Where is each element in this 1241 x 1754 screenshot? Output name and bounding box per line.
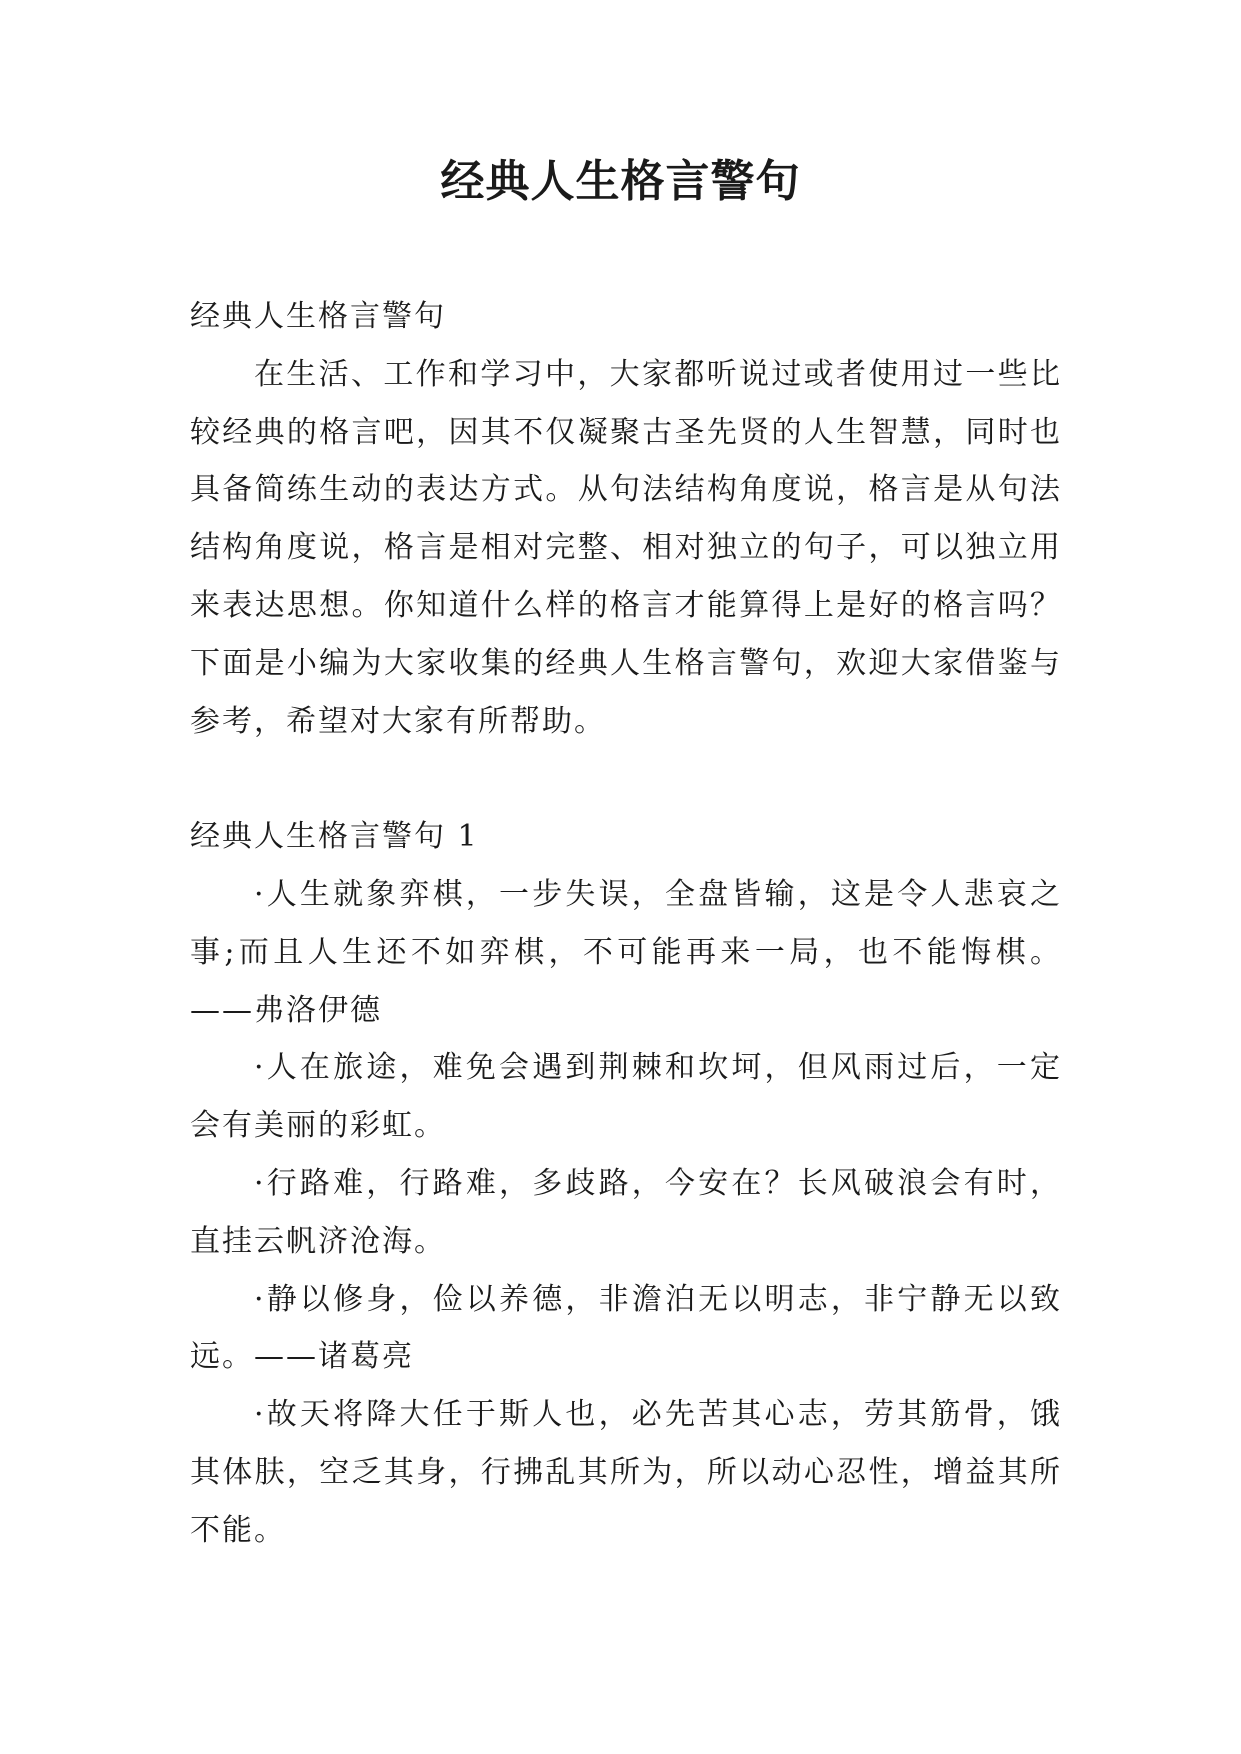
intro-paragraph: 在生活、工作和学习中，大家都听说过或者使用过一些比较经典的格言吧，因其不仅凝聚古圣先贤的人生智慧，同时也具备简练生动的表达方式。从句法结构角度说，格言是从句法结构角度说，格言是相对完整、相对独立的句子，可以独立用来表达思想。你知道什么样的格言才能算得上是好的格言吗？下面是小编为大家收集的经典人生格言警句，欢迎大家借鉴与参考，希望对大家有所帮助。 xyxy=(190,356,1062,739)
document-subtitle: 经典人生格言警句 xyxy=(190,299,446,334)
section-heading: 经典人生格言警句 1 xyxy=(190,819,479,855)
quote-item: ·故天将降大任于斯人也，必先苦其心志，劳其筋骨，饿其体肤，空乏其身，行拂乱其所为，所以动心忍性，增益其所不能。 xyxy=(190,1397,1062,1548)
quote-item: ·人生就象弈棋，一步失误，全盘皆输，这是令人悲哀之事;而且人生还不如弈棋，不可能再来一局，也不能悔棋。——弗洛伊德 xyxy=(190,876,1062,1028)
document-body xyxy=(190,288,1062,1560)
quote-item: ·静以修身，俭以养德，非澹泊无以明志，非宁静无以致远。——诸葛亮 xyxy=(190,1281,1062,1375)
quote-item: ·人在旅途，难免会遇到荆棘和坎坷，但风雨过后，一定会有美丽的彩虹。 xyxy=(190,1050,1062,1144)
document-title: 经典人生格言警句 xyxy=(440,156,801,207)
quote-item: ·行路难，行路难，多歧路，今安在？长风破浪会有时，直挂云帆济沧海。 xyxy=(190,1165,1062,1259)
